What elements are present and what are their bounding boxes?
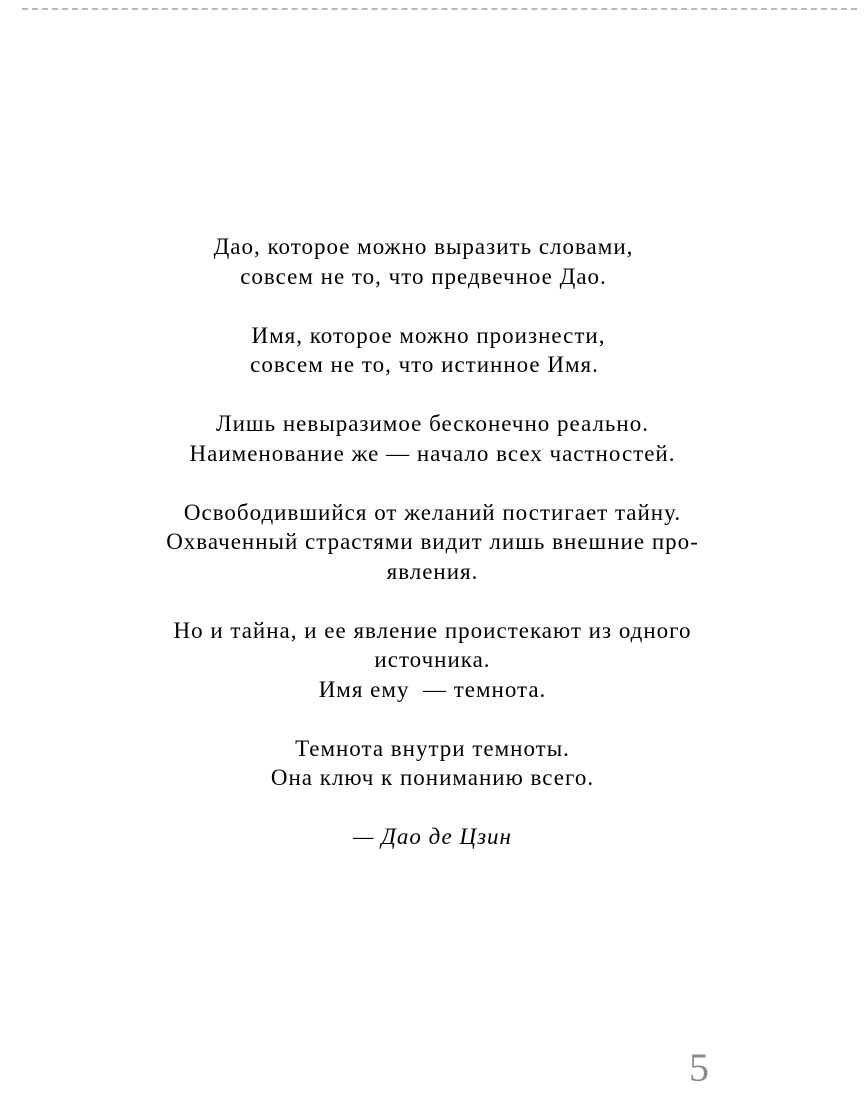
- dashed-cut-line: [22, 8, 857, 10]
- stanza: [0, 232, 865, 291]
- poem-line: явления.: [386, 558, 479, 584]
- poem-line: Наименование же — начало всех частностей.: [189, 440, 676, 466]
- poem-line: Освободившийся от желаний постигает тайну.: [183, 499, 682, 525]
- poem-line: Но и тайна, и ее явление проистекают из одного: [173, 617, 692, 643]
- poem-line: Она ключ к пониманию всего.: [270, 765, 595, 790]
- stanza: [0, 498, 865, 587]
- stanza: [0, 321, 865, 380]
- poem-line: совсем не то, что предвечное Дао.: [240, 263, 607, 289]
- poem-line: Охваченный страстями видит лишь внешние про-: [166, 529, 699, 554]
- poem-attribution: — Дао де Цзин: [353, 824, 512, 849]
- page-number: 5: [689, 1045, 709, 1090]
- poem-line: Имя, которое можно произнести,: [251, 322, 606, 348]
- poem-line: Имя ему — темнота.: [318, 676, 547, 702]
- poem-line: совсем не то, что истинное Имя.: [250, 352, 599, 377]
- stanza: [0, 409, 865, 468]
- poem-line: Дао, которое можно выразить словами,: [213, 234, 634, 259]
- poem-line: источника.: [374, 647, 491, 672]
- poem: [0, 232, 865, 852]
- poem-line: Темнота внутри темноты.: [295, 735, 570, 761]
- stanza: [0, 734, 865, 793]
- stanza: [0, 616, 865, 705]
- poem-line: Лишь невыразимое бесконечно реально.: [216, 411, 649, 436]
